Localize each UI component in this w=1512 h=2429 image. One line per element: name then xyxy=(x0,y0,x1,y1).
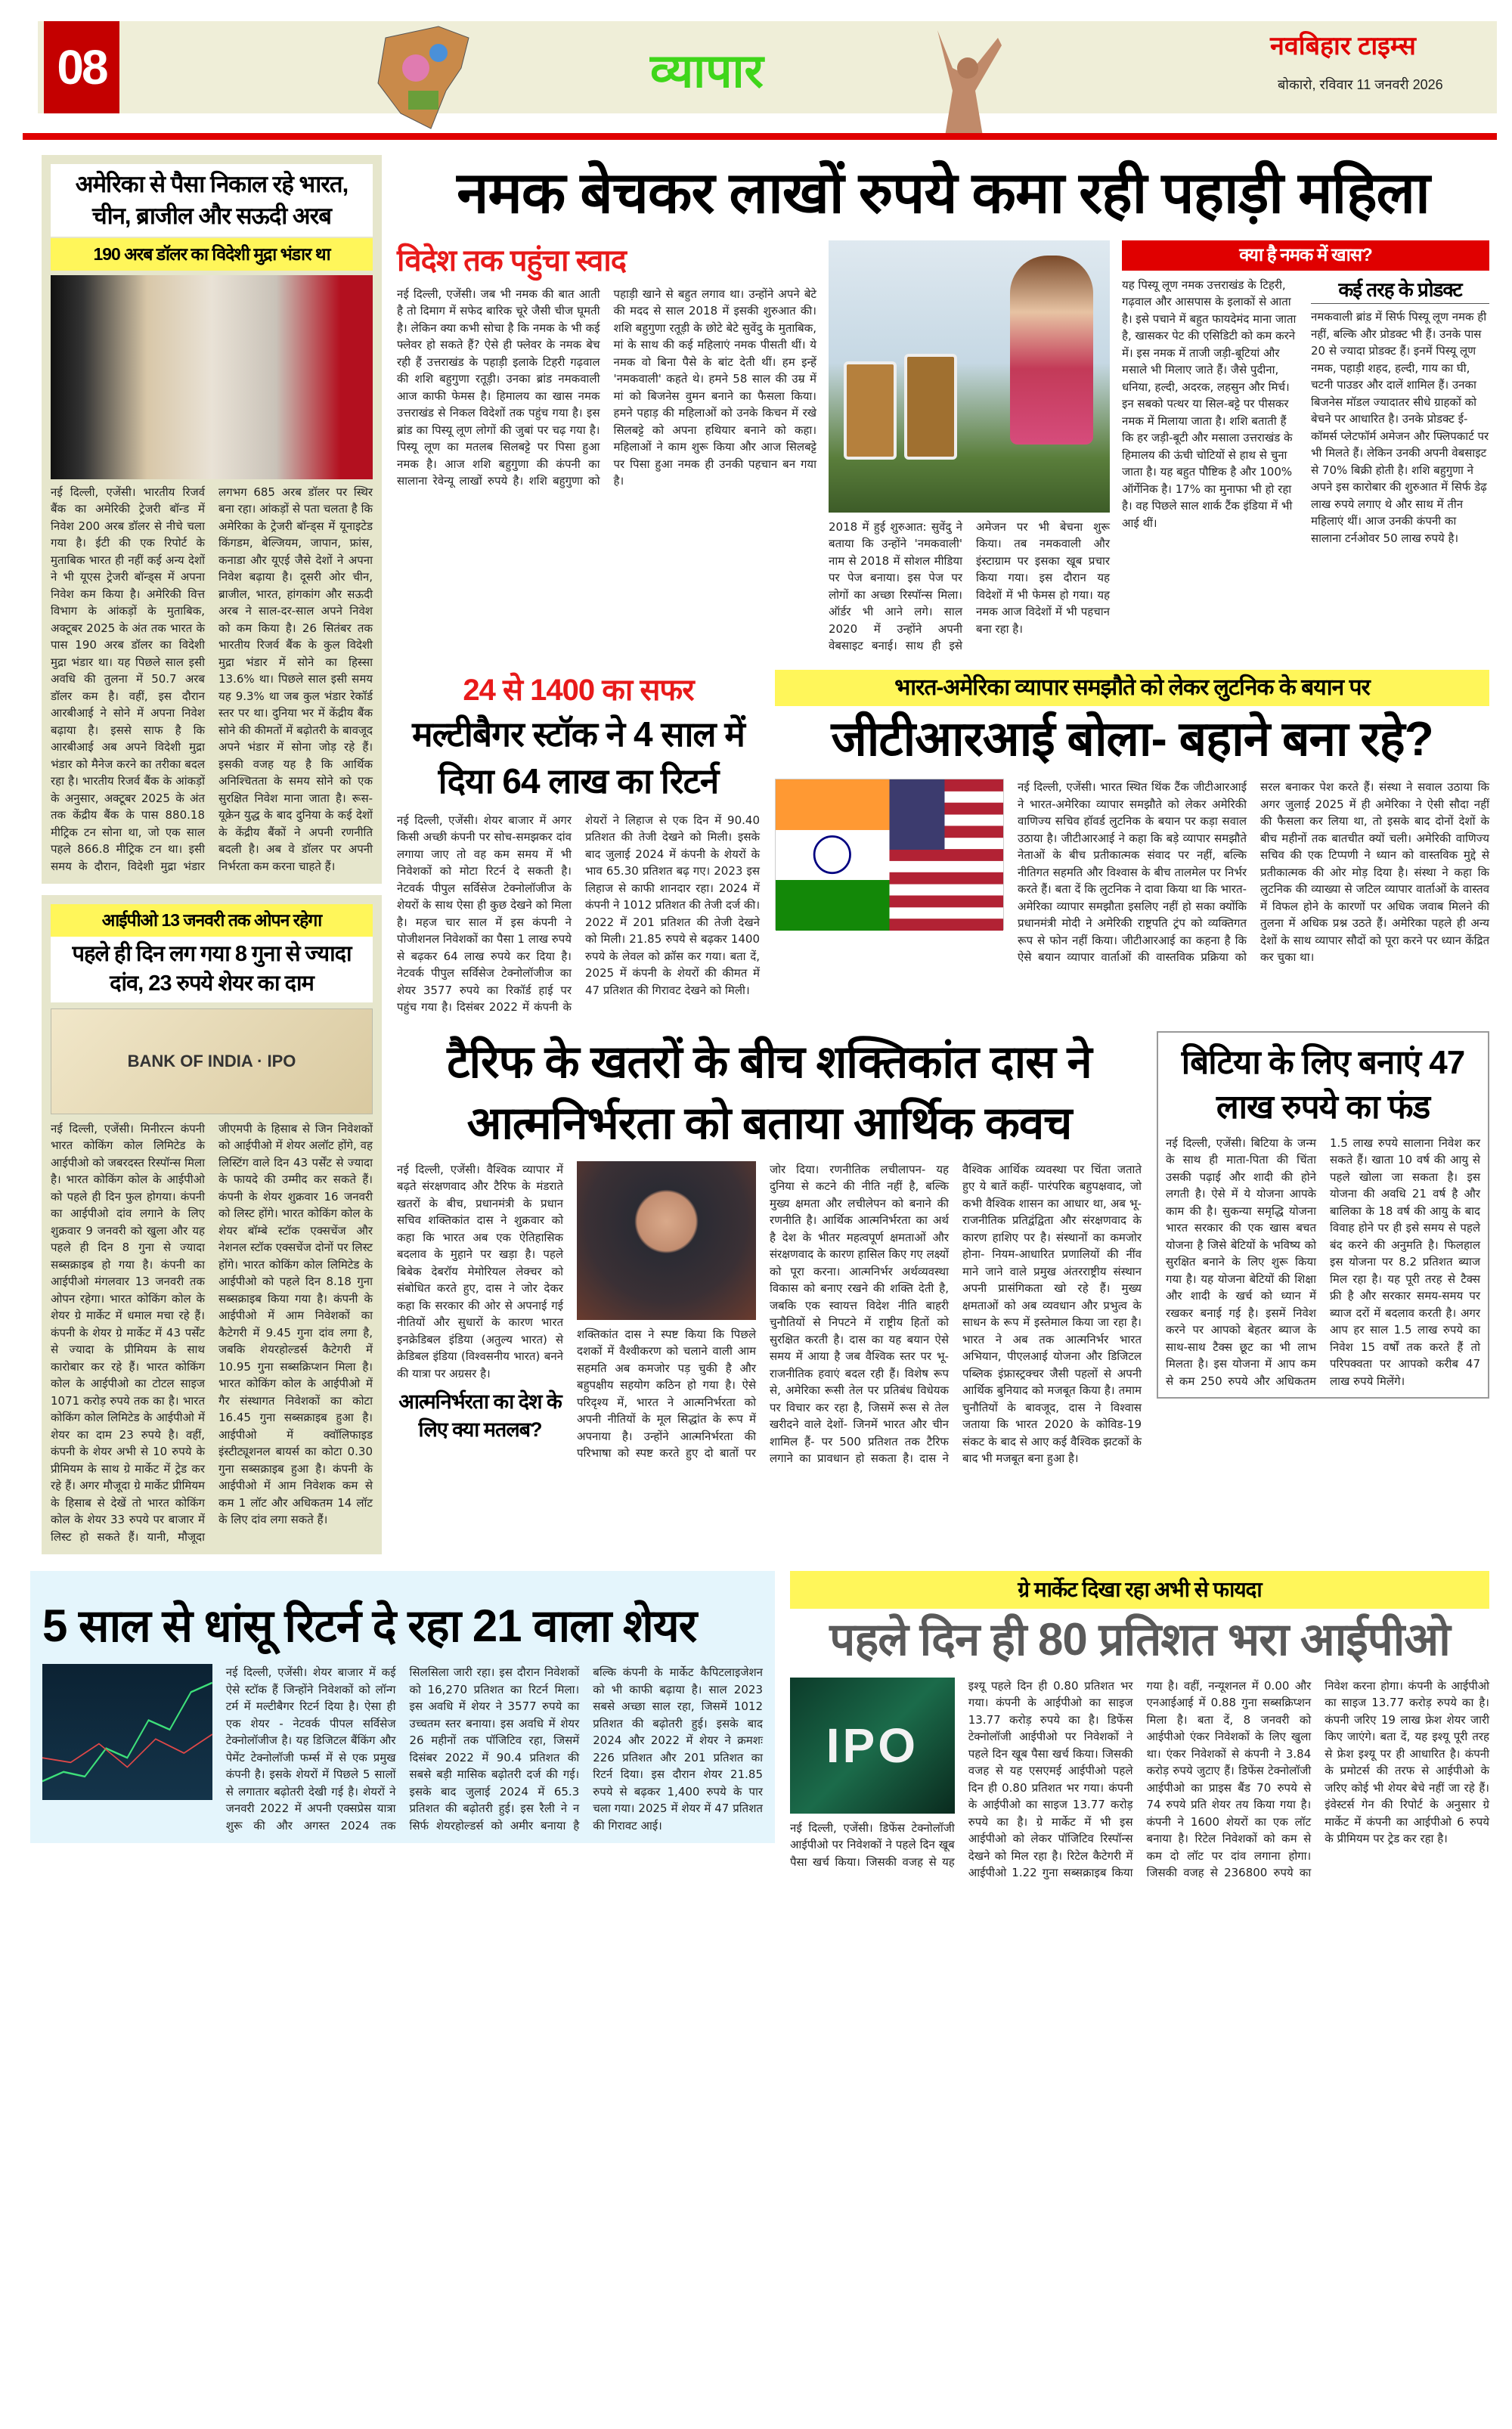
multibagger-kicker: 24 से 1400 का सफर xyxy=(463,673,694,707)
multibagger-headline: मल्टीबैगर स्टॉक ने 4 साल में दिया 64 लाख का रिटर्न xyxy=(412,714,745,801)
das-body: नई दिल्ली, एजेंसी। वैश्विक व्यापार में बढ़ते संरक्षणवाद और टैरिफ के मंडराते खतरों के बीच, प्रधानमंत्री के प्रधान सचिव शक्तिकांत दास ने शुक्रवार को कहा कि भारत अब एक ऐतिहासिक बदलाव के मुहाने पर खड़ा है। पहले बिबेक देबरॉय मेमोरियल लेक्चर को संबोधित करते हुए, दास ने जोर देकर कहा कि सरकार की ओर से अपनाई गई नीतियों और सुधारों के कारण भारत इनक्रेडिबल इंडिया (अतुल्य भारत) से क्रेडिबल इंडिया (विश्वसनीय भारत) बनने की यात्रा पर अग्रसर है। xyxy=(397,1162,563,1380)
bitiya-story xyxy=(1157,1031,1489,1399)
salt-headline: नमक बेचकर लाखों रुपये कमा रही पहाड़ी महिला xyxy=(457,161,1430,225)
india-us-flags-photo xyxy=(775,779,1004,930)
ipo-left-headline: पहले ही दिन लग गया 8 गुना से ज्यादा दांव, 23 रुपये शेयर का दाम xyxy=(51,937,373,1002)
bitiya-body: नई दिल्ली, एजेंसी। बिटिया के जन्म के साथ ही माता-पिता की चिंता उसकी पढ़ाई और शादी की होने लगती है। ऐसे में ये योजना आपके काम की है। सुकन्या समृद्धि योजना भारत सरकार की एक खास बचत योजना है जिसे बेटियों के भविष्य को सुरक्षित बनाने के लिए शुरू किया गया है। यह योजना बेटियों की शिक्षा और शादी के खर्च को ध्यान में रखकर बनाई गई है। इसमें निवेश करने पर आपको बेहतर ब्याज के साथ-साथ टैक्स छूट का भी लाभ मिलता है। इस योजना में आप कम से कम 250 रुपये और अधिकतम 1.5 लाख रुपये सालाना निवेश कर सकते हैं। खाता 10 वर्ष की आयु से पहले खोला जा सकता है। इस योजना की अवधि 21 वर्ष है और बालिका के 18 वर्ष की आयु के बाद विवाह होने पर ही इसे समय से पहले बंद करने की अनुमति है। फिलहाल इस योजना पर 8.2 प्रतिशत ब्याज मिल रहा है। यह पूरी तरह से टैक्स फ्री है और सरकार समय-समय पर ब्याज दरों में बदलाव करती है। अगर आप हर साल 1.5 लाख रुपये का निवेश 15 वर्षों तक करते हैं तो परिपक्वता पर आपको करीब 47 लाख रुपये मिलेंगे। xyxy=(1166,1135,1480,1388)
salt-subhead: विदेश तक पहुंचा स्वाद xyxy=(397,243,627,277)
masthead-divider xyxy=(23,133,1497,140)
newspaper-brand: नवबिहार टाइम्स xyxy=(1270,32,1416,60)
products-body: नमकवाली ब्रांड में सिर्फ पिस्यू लूण नमक ही नहीं, बल्कि और प्रोडक्ट भी हैं। उनके पास 20 से ज्यादा प्रोडक्ट हैं। इनमें पिस्यू लूण नमक, पहाड़ी शहद, हल्दी, गाय का घी, चटनी पाउडर और दालें शामिल हैं। उनका बिजनेस मॉडल ज्यादातर सीधे ग्राहकों को बेचने पर आधारित है। उनके प्रोडक्ट ई-कॉमर्स प्लेटफॉर्म अमेजन और फ्लिपकार्ट पर भी मिलते हैं। लेकिन उनकी अपनी वेबसाइट से 70% बिक्री होती है। शशि बहुगुणा ने अपने इस कारोबार की शुरुआत में सिर्फ डेढ़ लाख रुपये लगाए थे और साथ में तीन महिलाएं थीं। आज उनकी कंपनी का सालाना टर्नओवर 50 लाख रुपये है। xyxy=(1311,310,1489,545)
shaktikanta-das-photo xyxy=(577,1161,756,1320)
forex-subhead: 190 अरब डॉलर का विदेशी मुद्रा भंडार था xyxy=(51,238,373,271)
das-headline: टैरिफ के खतरों के बीच शक्तिकांत दास ने आत्मनिर्भरता को बताया आर्थिक कवच xyxy=(447,1036,1092,1148)
gtri-body: नई दिल्ली, एजेंसी। भारत स्थित थिंक टैंक जीटीआरआई ने भारत-अमेरिका व्यापार समझौते को लेकर अमेरिकी वाणिज्य सचिव हॉवर्ड लुटनिक के बयान पर कड़ा सवाल उठाया है। जीटीआरआई ने कहा कि बड़े व्यापार समझौते नेताओं के बीच प्रतीकात्मक संवाद पर नहीं, बल्कि नीतिगत सहमति और विश्वास के बीच तालमेल पर निर्भर करते हैं। बता दें कि लुटनिक ने दावा किया था कि भारत-अमेरिका व्यापार समझौता इसलिए नहीं हो सका क्योंकि प्रधानमंत्री मोदी ने अमेरिकी राष्ट्रपति ट्रंप को व्यक्तिगत रूप से फोन नहीं किया। जीटीआरआई का कहना है कि ऐसे बयान व्यापार वार्ताओं की वास्तविक प्रक्रिया को सरल बनाकर पेश करते हैं। संस्था ने सवाल उठाया कि अगर जुलाई 2025 में ही अमेरिका ने ऐसी सौदा नहीं की फैसला कर लिया था, तो इसके बाद दोनों देशों के बीच महीनों तक बातचीत क्यों चली। अमेरिकी वाणिज्य सचिव की एक टिप्पणी ने ध्यान को वास्तविक मुद्दे से प्रतीकात्मक की ओर मोड़ दिया है। संस्था ने कहा कि लुटनिक की व्याख्या से जटिल व्यापार वार्ताओं के वास्तव में विफल होने के कारणों पर अधिक जवाब मिलने की तुलना में अधिक प्रश्न उठते हैं। अमेरिका पहले ही अन्य देशों के साथ व्यापार सौदों को पूरा करने पर ध्यान केंद्रित कर चुका था। xyxy=(1018,780,1489,965)
stock-chart-photo xyxy=(42,1664,212,1800)
ipo-left-story xyxy=(42,895,382,1554)
bank-of-india-ipo-photo: BANK OF INDIA · IPO xyxy=(51,1008,373,1114)
section-title: व्यापार xyxy=(650,45,764,98)
page-number: 08 xyxy=(44,21,119,113)
bitiya-headline: बिटिया के लिए बनाएं 47 लाख रुपये का फंड xyxy=(1181,1043,1465,1126)
ipo-right-headline: पहले दिन ही 80 प्रतिशत भरा आईपीओ xyxy=(829,1613,1450,1665)
five-year-columns xyxy=(42,1664,763,1834)
ipo-right-kicker: ग्रे मार्केट दिखा रहा अभी से फायदा xyxy=(790,1571,1489,1609)
salt-sidebar-body: यह पिस्यू लूण नमक उत्तराखंड के टिहरी, गढ़वाल और आसपास के इलाकों से आता है। इसे पचाने में बहुत फायदेमंद माना जाता है, खासकर पेट की एसिडिटी को कम करने में। इस नमक में ताजी जड़ी-बूटियां और मसाले भी मिलाए जाते हैं। जैसे पुदीना, धनिया, हल्दी, अदरक, लहसुन और मिर्च। इन सबको पत्थर या सिल-बट्टे पर पीसकर नमक में मिलाया जाता है। शशि बताती हैं कि हर जड़ी-बूटी और मसाला उत्तराखंड के हिमालय की ऊंची चोटियों से हाथ से चुना जाता है। यह बहुत पौष्टिक है और 100% ऑर्गेनिक है। 17% का मुनाफा भी हो रहा है। वह पिछले साल शार्क टैंक इंडिया में भी आई थीं। xyxy=(1122,277,1297,530)
salt-body: नई दिल्ली, एजेंसी। जब भी नमक की बात आती है तो दिमाग में सफेद बारिक चूरे जैसी चीज घूमती है। लेकिन क्या कभी सोचा है कि नमक के भी कई फ्लेवर हो सकते हैं? ऐसे ही फ्लेवर के नमक बेच रही हैं उत्तराखंड के पहाड़ी इलाके टिहरी गढ़वाल की शशि बहुगुणा रतूड़ी। उनका ब्रांड नमकवाली आज काफी फेमस है। हिमालय का खास नमक उत्तराखंड से निकल विदेशों तक पहुंच गया है। इस ब्रांड का पिस्यू लूण लोगों की जुबां पर चढ़ गया है। पिस्यू लूण का मतलब सिलबट्टे पर पिसा हुआ नमक है। आज शशि बहुगुणा की कंपनी का सालाना रेवेन्यू लाखों रुपये है। शशि बहुगुणा को पहाड़ी खाने से बहुत लगाव था। उन्होंने अपने बेटे की मदद से साल 2018 में इसकी शुरुआत की। शशि बहुगुणा रतूड़ी के छोटे बेटे सुवेंदु के मुताबिक, मां के साथ की कई महिलाएं नमक पीसती थीं। ये नमक वो बिना पैसे के बांट देती थीं। हम इन्हें 'नमकवाली' कहते थे। हमने 58 साल की उम्र में मां को बिजनेस वुमन बनाने का फैसला किया। हमने पहाड़ की महिलाओं को उनके किचन में रखे सिलबट्टे को अपना हथियार बनाने को कहा। महिलाओं ने काम शुरू किया और आज सिलबट्टे पर पिसा हुआ नमक ही उनकी पहचान बन गया है। xyxy=(397,287,816,488)
salt-photo xyxy=(829,240,1110,513)
dateline: बोकारो, रविवार 11 जनवरी 2026 xyxy=(1278,77,1443,92)
five-year-body: नई दिल्ली, एजेंसी। शेयर बाजार में कई ऐसे स्टॉक हैं जिन्होंने निवेशकों को लॉन्ग टर्म में मल्टीबैगर रिटर्न दिया है। ऐसा ही एक शेयर - नेटवर्क पीपल सर्विसेज टेक्नोलॉजीज है। यह डिजिटल बैंकिंग और पेमेंट टेक्नोलॉजी फर्म्स में से एक प्रमुख कंपनी है। इसके शेयरों में पिछले 5 सालों से लगातार बढ़ोतरी देखी गई है। शेयरों ने जनवरी 2022 में अपनी एक्सप्रेस यात्रा शुरू की और अगस्त 2024 तक सिलसिला जारी रहा। इस दौरान निवेशकों को 16,270 प्रतिशत का रिटर्न मिला। इस अवधि में शेयर ने 3577 रुपये का उच्चतम स्तर बनाया। इस अवधि में शेयर 26 महीनों तक पॉजिटिव रहा, जिसमें दिसंबर 2022 में 90.4 प्रतिशत की सबसे बड़ी मासिक बढ़ोतरी दर्ज की गई। इसके बाद जुलाई 2024 में 65.3 प्रतिशत की बढ़ोतरी हुई। इस रैली ने न सिर्फ शेयरहोल्डर्स को अमीर बनाया है बल्कि कंपनी के मार्केट कैपिटलाइजेशन को भी काफी बढ़ाया है। साल 2023 सबसे अच्छा साल रहा, जिसमें 1012 प्रतिशत की बढ़ोतरी हुई। इसके बाद 2024 और 2022 में शेयर ने क्रमशः 226 प्रतिशत और 201 प्रतिशत का रिटर्न दिया। इस दौरान शेयर 21.85 रुपये से बढ़कर 1,400 रुपये के पार चला गया। 2025 में शेयर में 47 प्रतिशत की गिरावट आई। xyxy=(225,1665,763,1833)
five-year-share-story xyxy=(30,1571,775,1843)
multibagger-story xyxy=(397,670,760,1016)
ipo-photo xyxy=(790,1678,955,1814)
ipo-left-kicker: आईपीओ 13 जनवरी तक ओपन रहेगा xyxy=(51,904,373,937)
forex-story xyxy=(42,155,382,884)
forex-headline: अमेरिका से पैसा निकाल रहे भारत, चीन, ब्राजील और सऊदी अरब xyxy=(51,164,373,237)
ipo-right-body: नई दिल्ली, एजेंसी। डिफेंस टेक्नोलॉजी आईपीओ पर निवेशकों ने पहले दिन खूब पैसा खर्च किया। जिसकी वजह से यह इश्यू पहले दिन ही 0.80 प्रतिशत भर गया। कंपनी के आईपीओ का साइज 13.77 करोड़ रुपये का है। डिफेंस टेक्नोलॉजी आईपीओ पर निवेशकों ने पहले दिन खूब पैसा खर्च किया। जिसकी वजह से यह एसएमई आईपीओ पहले दिन ही 0.80 प्रतिशत भर गया। कंपनी के आईपीओ का साइज 13.77 करोड़ रुपये का है। ग्रे मार्केट में भी इस आईपीओ को लेकर पॉजिटिव रिस्पॉन्स देखने को मिल रहा है। रिटेल कैटेगरी में आईपीओ 1.22 गुना सब्सक्राइब किया गया है। वहीं, नन्यूशनल में 0.00 और एनआईआई में 0.88 गुना सब्सक्रिप्शन मिला है। बता दें, 8 जनवरी को आईपीओ एंकर निवेशकों के लिए खुला था। एंकर निवेशकों से कंपनी ने 3.84 करोड़ रुपये जुटाए हैं। डिफेंस टेक्नोलॉजी आईपीओ का प्राइस बैंड 70 रुपये से 74 रुपये प्रति शेयर तय किया गया है। कंपनी ने 1600 शेयरों का एक लॉट बनाया है। रिटेल निवेशकों को कम से कम दो लॉट पर दांव लगाना होगा। जिसकी वजह से 236800 रुपये का निवेश करना होगा। कंपनी के आईपीओ का साइज 13.77 करोड़ रुपये का है। कंपनी जरिए 19 लाख फ्रेश शेयर जारी किए जाएंगे। बता दें, यह इश्यू पूरी तरह से फ्रेश इश्यू पर ही आधारित है। कंपनी के प्रमोटर्स की तरफ से आईपीओ के जरिए कोई भी शेयर बेचे नहीं जा रहे हैं। इंवेस्टर्स गेन की रिपोर्ट के अनुसार ग्रे मार्केट में कंपनी का आईपीओ 6 रुपये के प्रीमियम पर ट्रेड कर रहा है। xyxy=(790,1678,1489,1880)
ipo-right-columns xyxy=(790,1678,1489,1882)
products-title: कई तरह के प्रोडक्ट xyxy=(1311,277,1489,304)
ipo-photo-text: IPO xyxy=(826,1718,919,1773)
jharkhand-map-collage-icon xyxy=(355,23,507,136)
ipo-right-story xyxy=(790,1571,1489,1882)
ipo-left-body: नई दिल्ली, एजेंसी। मिनीरत्न कंपनी भारत कोकिंग कोल लिमिटेड के आईपीओ को जबरदस्त रिस्पॉन्स मिला है। भारत कोकिंग कोल के आईपीओ को पहले ही दिन फुल होगया। कंपनी का आईपीओ दांव लगाने के लिए शुक्रवार 9 जनवरी को खुला और यह पहले ही दिन 8 गुना से ज्यादा सब्सक्राइब हो गया है। कंपनी का आईपीओ मंगलवार 13 जनवरी तक ओपन रहेगा। भारत कोकिंग कोल के शेयर ग्रे मार्केट में धमाल मचा रहे हैं। कंपनी के शेयर ग्रे मार्केट में 43 पर्सेंट से ज्यादा के प्रीमियम के साथ कारोबार कर रहे हैं। भारत कोकिंग कोल के आईपीओ का टोटल साइज 1071 करोड़ रुपये तक का है। भारत कोकिंग कोल लिमिटेड के आईपीओ में शेयर का दाम 23 रुपये है। वहीं, कंपनी के शेयर अभी से 10 रुपये के प्रीमियम के साथ ग्रे मार्केट में ट्रेड कर रहे हैं। अगर मौजूदा ग्रे मार्केट प्रीमियम के हिसाब से देखें तो भारत कोकिंग कोल के शेयर 33 रुपये पर बाजार में लिस्ट हो सकते हैं। यानी, मौजूदा जीएमपी के हिसाब से जिन निवेशकों को आईपीओ में शेयर अलॉट होंगे, वह लिस्टिंग वाले दिन 43 पर्सेंट से ज्यादा के फायदे की उम्मीद कर सकते हैं। कंपनी के शेयर शुक्रवार 16 जनवरी को लिस्ट होंगे। भारत कोकिंग कोल के शेयर बॉम्बे स्टॉक एक्सचेंज और नेशनल स्टॉक एक्सचेंज दोनों पर लिस्ट होंगे। भारत कोकिंग कोल लिमिटेड के आईपीओ को पहले दिन 8.18 गुना सब्सक्राइब किया गया है। कंपनी के आईपीओ में आम निवेशकों का कैटेगरी में 9.45 गुना दांव लगा है, जबकि शेयरहोल्डर्स कैटेगरी में 10.95 गुना सब्सक्रिप्शन मिला है। भारत कोकिंग कोल के आईपीओ में गैर संस्थागत निवेशकों का कोटा 16.45 गुना सब्सक्राइब हुआ है। आईपीओ में क्वॉलिफाइड इंस्टीट्यूशनल बायर्स का कोटा 0.30 गुना सब्सक्राइब हुआ है। कंपनी के आईपीओ में आम निवेशक कम से कम 1 लॉट और अधिकतम 14 लॉट के लिए दांव लगा सकते हैं। xyxy=(51,1121,373,1544)
gtri-story xyxy=(775,670,1489,966)
salt-story xyxy=(397,155,1489,655)
trump-modi-photo xyxy=(51,275,373,479)
forex-body: नई दिल्ली, एजेंसी। भारतीय रिजर्व बैंक का अमेरिकी ट्रेजरी बॉन्ड में निवेश 200 अरब डॉलर से नीचे चला गया है। ईटी की एक रिपोर्ट के मुताबिक भारत ही नहीं कई अन्य देशों ने भी यूएस ट्रेजरी बॉन्ड्स में अपना निवेश कम किया है। अमेरिकी वित्त विभाग के आंकड़ों के मुताबिक, अक्टूबर 2025 के अंत तक भारत के पास 190 अरब डॉलर का विदेशी मुद्रा भंडार था। यह पिछले साल इसी अवधि की तुलना में 50.7 अरब डॉलर कम है। वहीं, इस दौरान आरबीआई ने सोने में अपना निवेश बढ़ाया है। इससे साफ है कि आरबीआई अब अपने विदेशी मुद्रा भंडार को मैनेज करने का तरीका बदल रहा है। भारतीय रिजर्व बैंक के आंकड़ों के अनुसार, अक्टूबर 2025 के अंत तक केंद्रीय बैंक के पास 880.18 मीट्रिक टन सोना था, जो एक साल पहले 866.8 मीट्रिक टन था। इसी समय के दौरान, विदेशी मुद्रा भंडार लगभग 685 अरब डॉलर पर स्थिर बना रहा। आंकड़ों से पता चलता है कि अमेरिका के ट्रेजरी बॉन्ड्स में यूनाइटेड किंगडम, बेल्जियम, जापान, फ्रांस, कनाडा और यूएई जैसे देशों ने अपना निवेश बढ़ाया है। दूसरी ओर चीन, ब्राजील, भारत, हांगकांग और सऊदी अरब ने साल-दर-साल अपने निवेश को कम किया है। 26 सितंबर तक भारतीय रिजर्व बैंक के कुल विदेशी मुद्रा भंडार में सोने का हिस्सा 13.6% था। पिछले साल इसी समय यह 9.3% था जब कुल भंडार रेकॉर्ड स्तर पर था। दुनिया भर में केंद्रीय बैंक सोने की कीमतों में बढ़ोतरी के बावजूद अपने भंडार में सोना जोड़ रहे हैं। इसकी वजह यह है कि आर्थिक अनिश्चितता के समय सोने को एक सुरक्षित निवेश माना जाता है। रूस-यूक्रेन युद्ध के बाद दुनिया के कई देशों के केंद्रीय बैंकों ने अपनी रणनीति बदली है। अब वे डॉलर पर अपनी निर्भरता कम करना चाहते हैं। xyxy=(51,485,373,873)
gtri-columns xyxy=(775,779,1489,966)
gtri-headline: जीटीआरआई बोला- बहाने बना रहे? xyxy=(831,711,1433,767)
gtri-kicker: भारत-अमेरिका व्यापार समझौते को लेकर लुटनिक के बयान पर xyxy=(775,670,1489,707)
das-story xyxy=(397,1031,1142,1467)
birsa-munda-statue-icon xyxy=(892,23,1043,136)
salt-photo-caption: 2018 में हुई शुरुआत: सुवेंदु ने बताया कि उन्होंने 'नमकवाली' नाम से 2018 में सोशल मीडिया पर पेज बनाया। इस पेज पर लोगों का अच्छा रिस्पॉन्स मिला। ऑर्डर भी आने लगे। साल 2020 में उन्होंने अपनी वेबसाइट बनाई। साथ ही इसे अमेजन पर भी बेचना शुरू किया। तब नमकवाली और इंस्टाग्राम पर इसका खूब प्रचार किया गया। इस दौरान यह विदेशों में भी फेमस हो गया। यह नमक आज विदेशों में भी पहचान बना रहा है। xyxy=(829,519,1110,653)
salt-sidebar-title: क्या है नमक में खास? xyxy=(1122,240,1489,271)
das-subhead: आत्मनिर्भरता का देश के लिए क्या मतलब? xyxy=(398,1390,562,1441)
das-body-continued: शक्तिकांत दास ने स्पष्ट किया कि पिछले दशकों में वैश्वीकरण को चलाने वाली आम सहमति अब कमजोर पड़ चुकी है और बहुपक्षीय सहयोग कठिन हो गया है। ऐसे परिदृश्य में, भारत ने आत्मनिर्भरता को अपनी नीतियों के मूल सिद्धांत के रूप में अपनाया है। उन्होंने आत्मनिर्भरता की परिभाषा को स्पष्ट करते हुए दो बातों पर जोर दिया। रणनीतिक लचीलापन- यह दुनिया से कटने की नीति नहीं है, बल्कि मुख्य क्षमता और लचीलेपन को बनाने की रणनीति है। आर्थिक आत्मनिर्भरता का अर्थ है देश के भीतर महत्वपूर्ण क्षमताओं और संरक्षणवाद के कारण हासिल किए गए लक्ष्यों को पूरा करना। आत्मनिर्भर अर्थव्यवस्था विकास को बनाए रखने की शक्ति देती है, जबकि एक स्वायत्त विदेश नीति बाहरी चुनौतियों से निपटने में राष्ट्रीय हितों को सुरक्षित करती है। दास का यह बयान ऐसे समय में आया है जब वैश्विक स्तर पर भू-राजनीतिक हवाएं बदल रही हैं। विशेष रूप से, अमेरिका रूसी तेल पर प्रतिबंध विधेयक पर विचार कर रहा है, जिसमें रूस से तेल खरीदने वाले देशों- जिनमें भारत और चीन शामिल हैं- पर 500 प्रतिशत तक टैरिफ लगाने का प्रावधान हो सकता है। दास ने वैश्विक आर्थिक व्यवस्था पर चिंता जताते हुए ये बातें कहीं- पारंपरिक बहुपक्षवाद, जो कभी वैश्विक शासन का आधार था, अब भू-राजनीतिक प्रतिद्वंद्विता और संरक्षणवाद के कारण हाशिए पर है। संस्थानों का कमजोर होना- नियम-आधारित प्रणालियों की नींव माने जाने वाले प्रमुख अंतरराष्ट्रीय संस्थान अपनी प्रासंगिकता खो रहे हैं। मुख्य क्षमताओं को अब व्यवधान और प्रभुत्व के साधन के रूप में इस्तेमाल किया जा रहा है। भारत ने अब तक आत्मनिर्भर भारत अभियान, पीएलआई योजना और डिजिटल पब्लिक इंफ्रास्ट्रक्चर जैसी पहलों से अपनी आर्थिक बुनियाद को मजबूत किया है। तमाम चुनौतियों के बावजूद, दास ने विश्वास जताया कि भारत 2020 के कोविड-19 संकट के बाद से आए कई वैश्विक झटकों के बाद भी मजबूत बना हुआ है। xyxy=(577,1162,1142,1466)
das-columns xyxy=(577,1161,1142,1467)
multibagger-body: नई दिल्ली, एजेंसी। शेयर बाजार में अगर किसी अच्छी कंपनी पर सोच-समझकर दांव लगाया जाए तो वह कम समय में भी निवेशकों को मोटा रिटर्न दे सकती है। नेटवर्क पीपुल सर्विसेज टेक्नोलॉजीज के शेयरों के साथ ऐसा ही कुछ देखने को मिला है। महज चार साल में इस कंपनी ने पोजीशनल निवेशकों का पैसा 1 लाख रुपये से बढ़कर 64 लाख रुपये कर दिया है। नेटवर्क पीपुल सर्विसेज टेक्नोलॉजीज का शेयर 3577 रुपये का रिकॉर्ड हाई पर पहुंच गया है। दिसंबर 2022 में कंपनी के शेयरों ने लिहाज से एक दिन में 90.40 प्रतिशत की तेजी देखने को मिली। इसके बाद जुलाई 2024 में कंपनी के शेयरों के भाव 65.30 प्रतिशत बढ़ गए। 2023 इस लिहाज से काफी शानदार रहा। 2024 में कंपनी ने 1012 प्रतिशत की तेजी दर्ज की। 2022 में 201 प्रतिशत की तेजी देखने को मिली। 21.85 रुपये से बढ़कर 1400 रुपये के लेवल को क्रॉस कर गया। बता दें, 2025 में कंपनी के शेयरों की कीमत में 47 प्रतिशत की गिरावट देखने को मिली। xyxy=(397,813,761,1015)
five-year-headline: 5 साल से धांसू रिटर्न दे रहा 21 वाला शेयर xyxy=(42,1600,697,1652)
